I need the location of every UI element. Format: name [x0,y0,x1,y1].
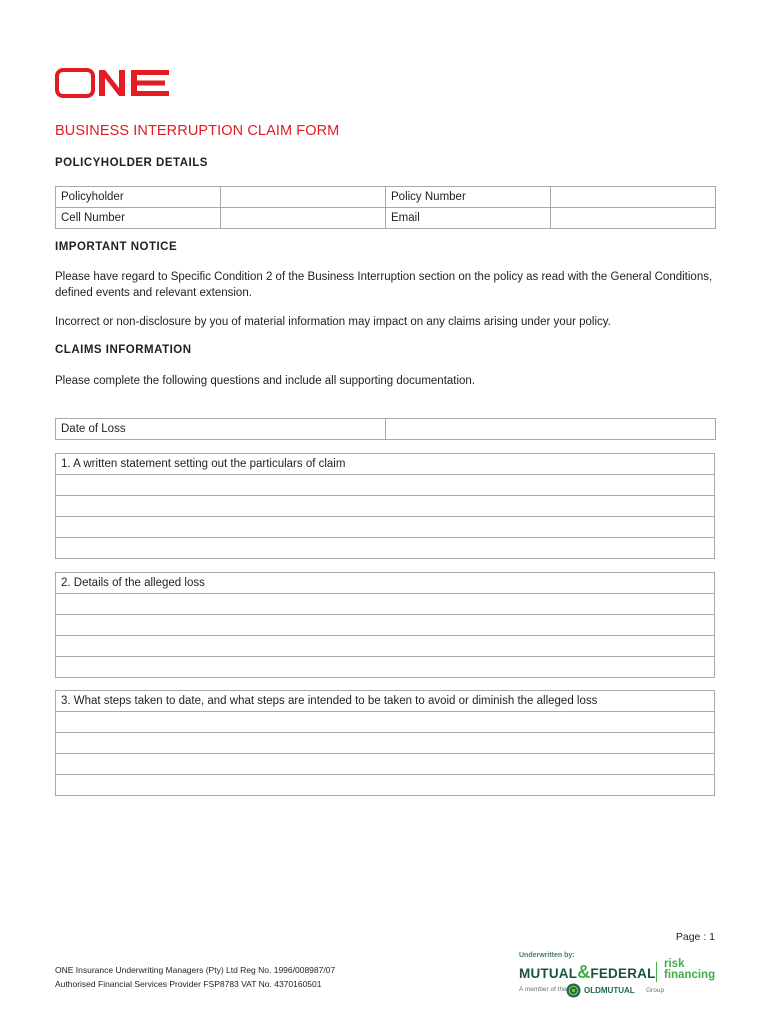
brand-left: MUTUAL [519,966,578,981]
answer-line[interactable] [56,615,715,636]
answer-line[interactable] [56,754,715,775]
table-row [56,712,715,733]
group-text: Group [646,987,665,994]
one-logo [55,68,173,98]
answer-line[interactable] [56,657,715,678]
claims-instruction: Please complete the following questions and include all supporting documentation. [55,375,476,387]
question-3-table [55,690,715,796]
risk-text: risk [664,958,685,970]
footer-registration: ONE Insurance Underwriting Managers (Pty) Ltd Reg No. 1996/008987/07 [55,965,336,975]
question-1-table [55,453,715,559]
table-row [56,187,716,208]
footer-fsp: Authorised Financial Services Provider FSP8783 VAT No. 4370160501 [55,979,322,989]
old-mutual-icon [566,983,581,998]
policyholder-field[interactable] [221,187,386,208]
policy-number-field[interactable] [551,187,716,208]
table-row [56,754,715,775]
answer-line[interactable] [56,712,715,733]
table-row [56,657,715,678]
table-row [56,496,715,517]
question-2-table [55,572,715,678]
underwriter-logo [519,952,719,1002]
table-row [56,691,715,712]
important-notice-heading: IMPORTANT NOTICE [55,241,178,253]
table-row [56,517,715,538]
policyholder-details-table [55,186,716,229]
underwritten-by-label: Underwritten by: [519,952,575,959]
answer-line[interactable] [56,496,715,517]
disclosure-paragraph: Incorrect or non-disclosure by you of material information may impact on any claims arising under your policy. [55,316,611,328]
table-row [56,615,715,636]
answer-line[interactable] [56,517,715,538]
date-of-loss-label: Date of Loss [56,419,386,440]
policyholder-label: Policyholder [56,187,221,208]
date-of-loss-table [55,418,716,440]
table-row [56,208,716,229]
question-3-label: 3. What steps taken to date, and what steps are intended to be taken to avoid or diminish the alleged loss [56,691,715,712]
table-row [56,594,715,615]
table-row [56,775,715,796]
claims-information-heading: CLAIMS INFORMATION [55,344,192,356]
table-row [56,538,715,559]
footer [55,963,335,991]
answer-line[interactable] [56,475,715,496]
old-mutual-text: OLDMUTUAL [584,986,635,995]
cell-number-field[interactable] [221,208,386,229]
date-of-loss-field[interactable] [386,419,716,440]
answer-line[interactable] [56,636,715,657]
brand-right: FEDERAL [590,966,656,981]
cell-number-label: Cell Number [56,208,221,229]
table-row [56,733,715,754]
financing-text: financing [664,969,716,981]
table-row [56,419,716,440]
table-row [56,573,715,594]
question-2-label: 2. Details of the alleged loss [56,573,715,594]
logo-divider [656,962,657,982]
brand-amp: & [577,962,591,982]
answer-line[interactable] [56,775,715,796]
member-of-text: A member of the [519,986,567,993]
form-title: BUSINESS INTERRUPTION CLAIM FORM [55,123,340,139]
table-row [56,454,715,475]
table-row [56,475,715,496]
page-number: Page : 1 [675,931,715,943]
mutual-federal-wordmark [519,962,656,983]
email-label: Email [386,208,551,229]
policyholder-details-heading: POLICYHOLDER DETAILS [55,157,208,169]
answer-line[interactable] [56,538,715,559]
policy-number-label: Policy Number [386,187,551,208]
table-row [56,636,715,657]
email-field[interactable] [551,208,716,229]
answer-line[interactable] [56,733,715,754]
risk-financing-wordmark [664,959,715,981]
question-1-label: 1. A written statement setting out the particulars of claim [56,454,715,475]
answer-line[interactable] [56,594,715,615]
notice-paragraph: Please have regard to Specific Condition 2 of the Business Interruption section on the policy as read with the General Conditions, defined events and relevant extension. [55,271,713,299]
